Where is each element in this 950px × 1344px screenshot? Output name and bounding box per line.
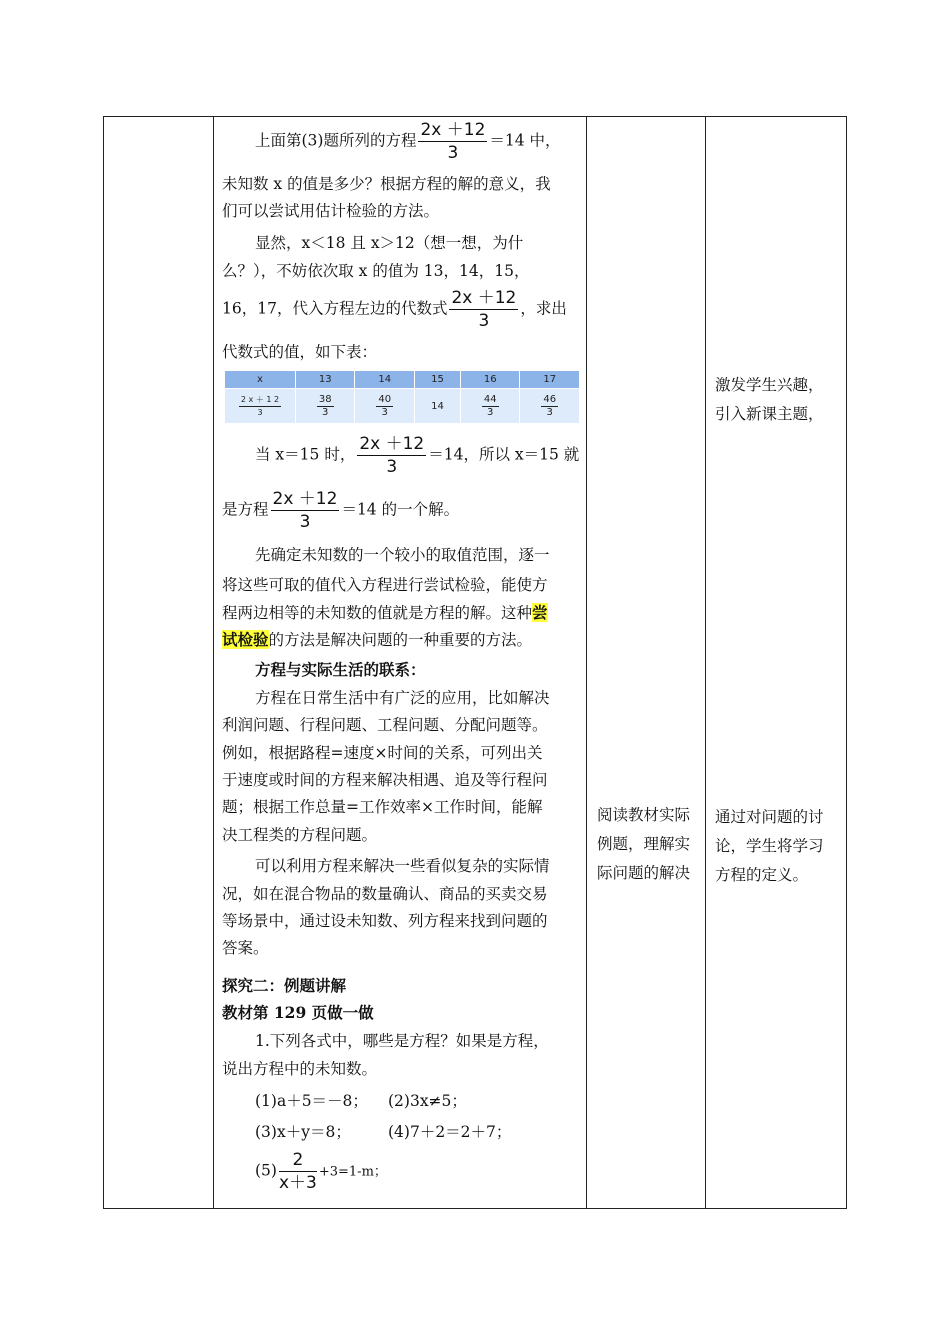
question-line: 1.下列各式中，哪些是方程？如果是方程， bbox=[255, 1032, 549, 1050]
value-cell: $\frac{44}{3}$ bbox=[461, 389, 520, 424]
column-divider bbox=[705, 117, 706, 1208]
paragraph-line: 方程在日常生活中有广泛的应用，比如解决 bbox=[255, 689, 550, 707]
fraction: $\frac{2x +12}{3}$ bbox=[451, 288, 517, 331]
option-4: (4)7＋2＝2＋7； bbox=[388, 1123, 512, 1141]
highlighted-term: 尝 bbox=[532, 603, 548, 622]
paragraph-line: 况，如在混合物品的数量确认、商品的买卖交易 bbox=[222, 885, 548, 903]
paragraph-line: 决工程类的方程问题。 bbox=[222, 826, 378, 844]
paragraph-line: 答案。 bbox=[222, 939, 269, 957]
paragraph-line: 程两边相等的未知数的值就是方程的解。这种尝 bbox=[222, 603, 548, 622]
paragraph-line: 先确定未知数的一个较小的取值范围，逐一 bbox=[255, 546, 550, 564]
question-line: 说出方程中的未知数。 bbox=[222, 1060, 378, 1078]
paragraph-line: 未知数 x 的值是多少？根据方程的解的意义，我 bbox=[222, 175, 551, 193]
row-label: $\frac{2 x + 1 2}{3}$ bbox=[225, 389, 296, 424]
lesson-table bbox=[103, 116, 847, 1209]
design-intent-cell: 通过对问题的讨 论，学生将学习 方程的定义。 bbox=[715, 808, 824, 884]
value-cell: $\frac{38}{3}$ bbox=[296, 389, 355, 424]
design-intent-cell: 激发学生兴趣， 引入新课主题， bbox=[715, 376, 824, 423]
x-cell: 14 bbox=[355, 371, 414, 389]
paragraph-line: 将这些可取的值代入方程进行尝试检验，能使方 bbox=[222, 576, 548, 594]
section-heading: 教材第 129 页做一做 bbox=[222, 1003, 374, 1022]
option-3: (3)x＋y＝8； bbox=[255, 1123, 351, 1141]
paragraph-line: 等场景中，通过设未知数、列方程来找到问题的 bbox=[222, 912, 548, 930]
option-2: (2)3x≠5； bbox=[388, 1092, 467, 1110]
x-cell: 13 bbox=[296, 371, 355, 389]
paragraph-line: 显然，x＜18 且 x＞12（想一想，为什 bbox=[255, 234, 524, 252]
value-table bbox=[224, 370, 580, 424]
value-cell: $\frac{46}{3}$ bbox=[520, 389, 580, 424]
x-cell: 17 bbox=[520, 371, 580, 389]
section-heading: 探究二：例题讲解 bbox=[222, 976, 347, 995]
paragraph-line: 么？），不妨依次取 x 的值为 13，14，15， bbox=[222, 262, 530, 280]
paragraph-line: 代数式的值，如下表： bbox=[222, 343, 378, 361]
value-table-header-row bbox=[225, 371, 580, 389]
paragraph-line: 试检验的方法是解决问题的一种重要的方法。 bbox=[222, 630, 533, 649]
x-cell: 15 bbox=[414, 371, 460, 389]
header-label: x bbox=[225, 371, 296, 389]
fraction: $\frac{2x +12}{3}$ bbox=[420, 120, 486, 163]
paragraph-line: 于速度或时间的方程来解决相遇、追及等行程问 bbox=[222, 771, 548, 789]
column-divider bbox=[213, 117, 214, 1208]
paragraph-line: 上面第(3)题所列的方程 $\frac{2x +12}{3}$ ＝14 中， bbox=[255, 120, 561, 163]
paragraph-line: 例如，根据路程=速度×时间的关系，可列出关 bbox=[222, 744, 543, 762]
paragraph-line: 们可以尝试用估计检验的方法。 bbox=[222, 202, 440, 220]
paragraph-line: 可以利用方程来解决一些看似复杂的实际情 bbox=[255, 857, 550, 875]
fraction: $\frac{2x +12}{3}$ bbox=[359, 434, 425, 477]
student-activity-cell: 阅读教材实际 例题，理解实 际问题的解决 bbox=[597, 806, 691, 882]
paragraph-line: 16，17，代入方程左边的代数式 $\frac{2x +12}{3}$ ，求出 bbox=[222, 288, 567, 331]
fraction: $\frac{2}{x+3}$ bbox=[278, 1150, 317, 1193]
fraction: $\frac{2x +12}{3}$ bbox=[272, 489, 338, 532]
x-cell: 16 bbox=[461, 371, 520, 389]
value-cell: 14 bbox=[414, 389, 460, 424]
option-5: (5) $\frac{2}{x+3}$ +3=1-m； bbox=[255, 1150, 387, 1193]
paragraph-line: 当 x＝15 时， $\frac{2x +12}{3}$ ＝14，所以 x＝15 就 bbox=[255, 434, 580, 477]
option-1: (1)a＋5＝－8； bbox=[255, 1092, 368, 1110]
paragraph-line: 利润问题、行程问题、工程问题、分配问题等。 bbox=[222, 716, 548, 734]
section-heading: 方程与实际生活的联系： bbox=[255, 660, 426, 679]
highlighted-term: 试检验 bbox=[222, 630, 269, 649]
value-cell: $\frac{40}{3}$ bbox=[355, 389, 414, 424]
column-divider bbox=[586, 117, 587, 1208]
paragraph-line: 是方程 $\frac{2x +12}{3}$ ＝14 的一个解。 bbox=[222, 489, 460, 532]
value-table-value-row bbox=[225, 389, 580, 424]
paragraph-line: 题；根据工作总量=工作效率×工作时间，能解 bbox=[222, 798, 543, 816]
